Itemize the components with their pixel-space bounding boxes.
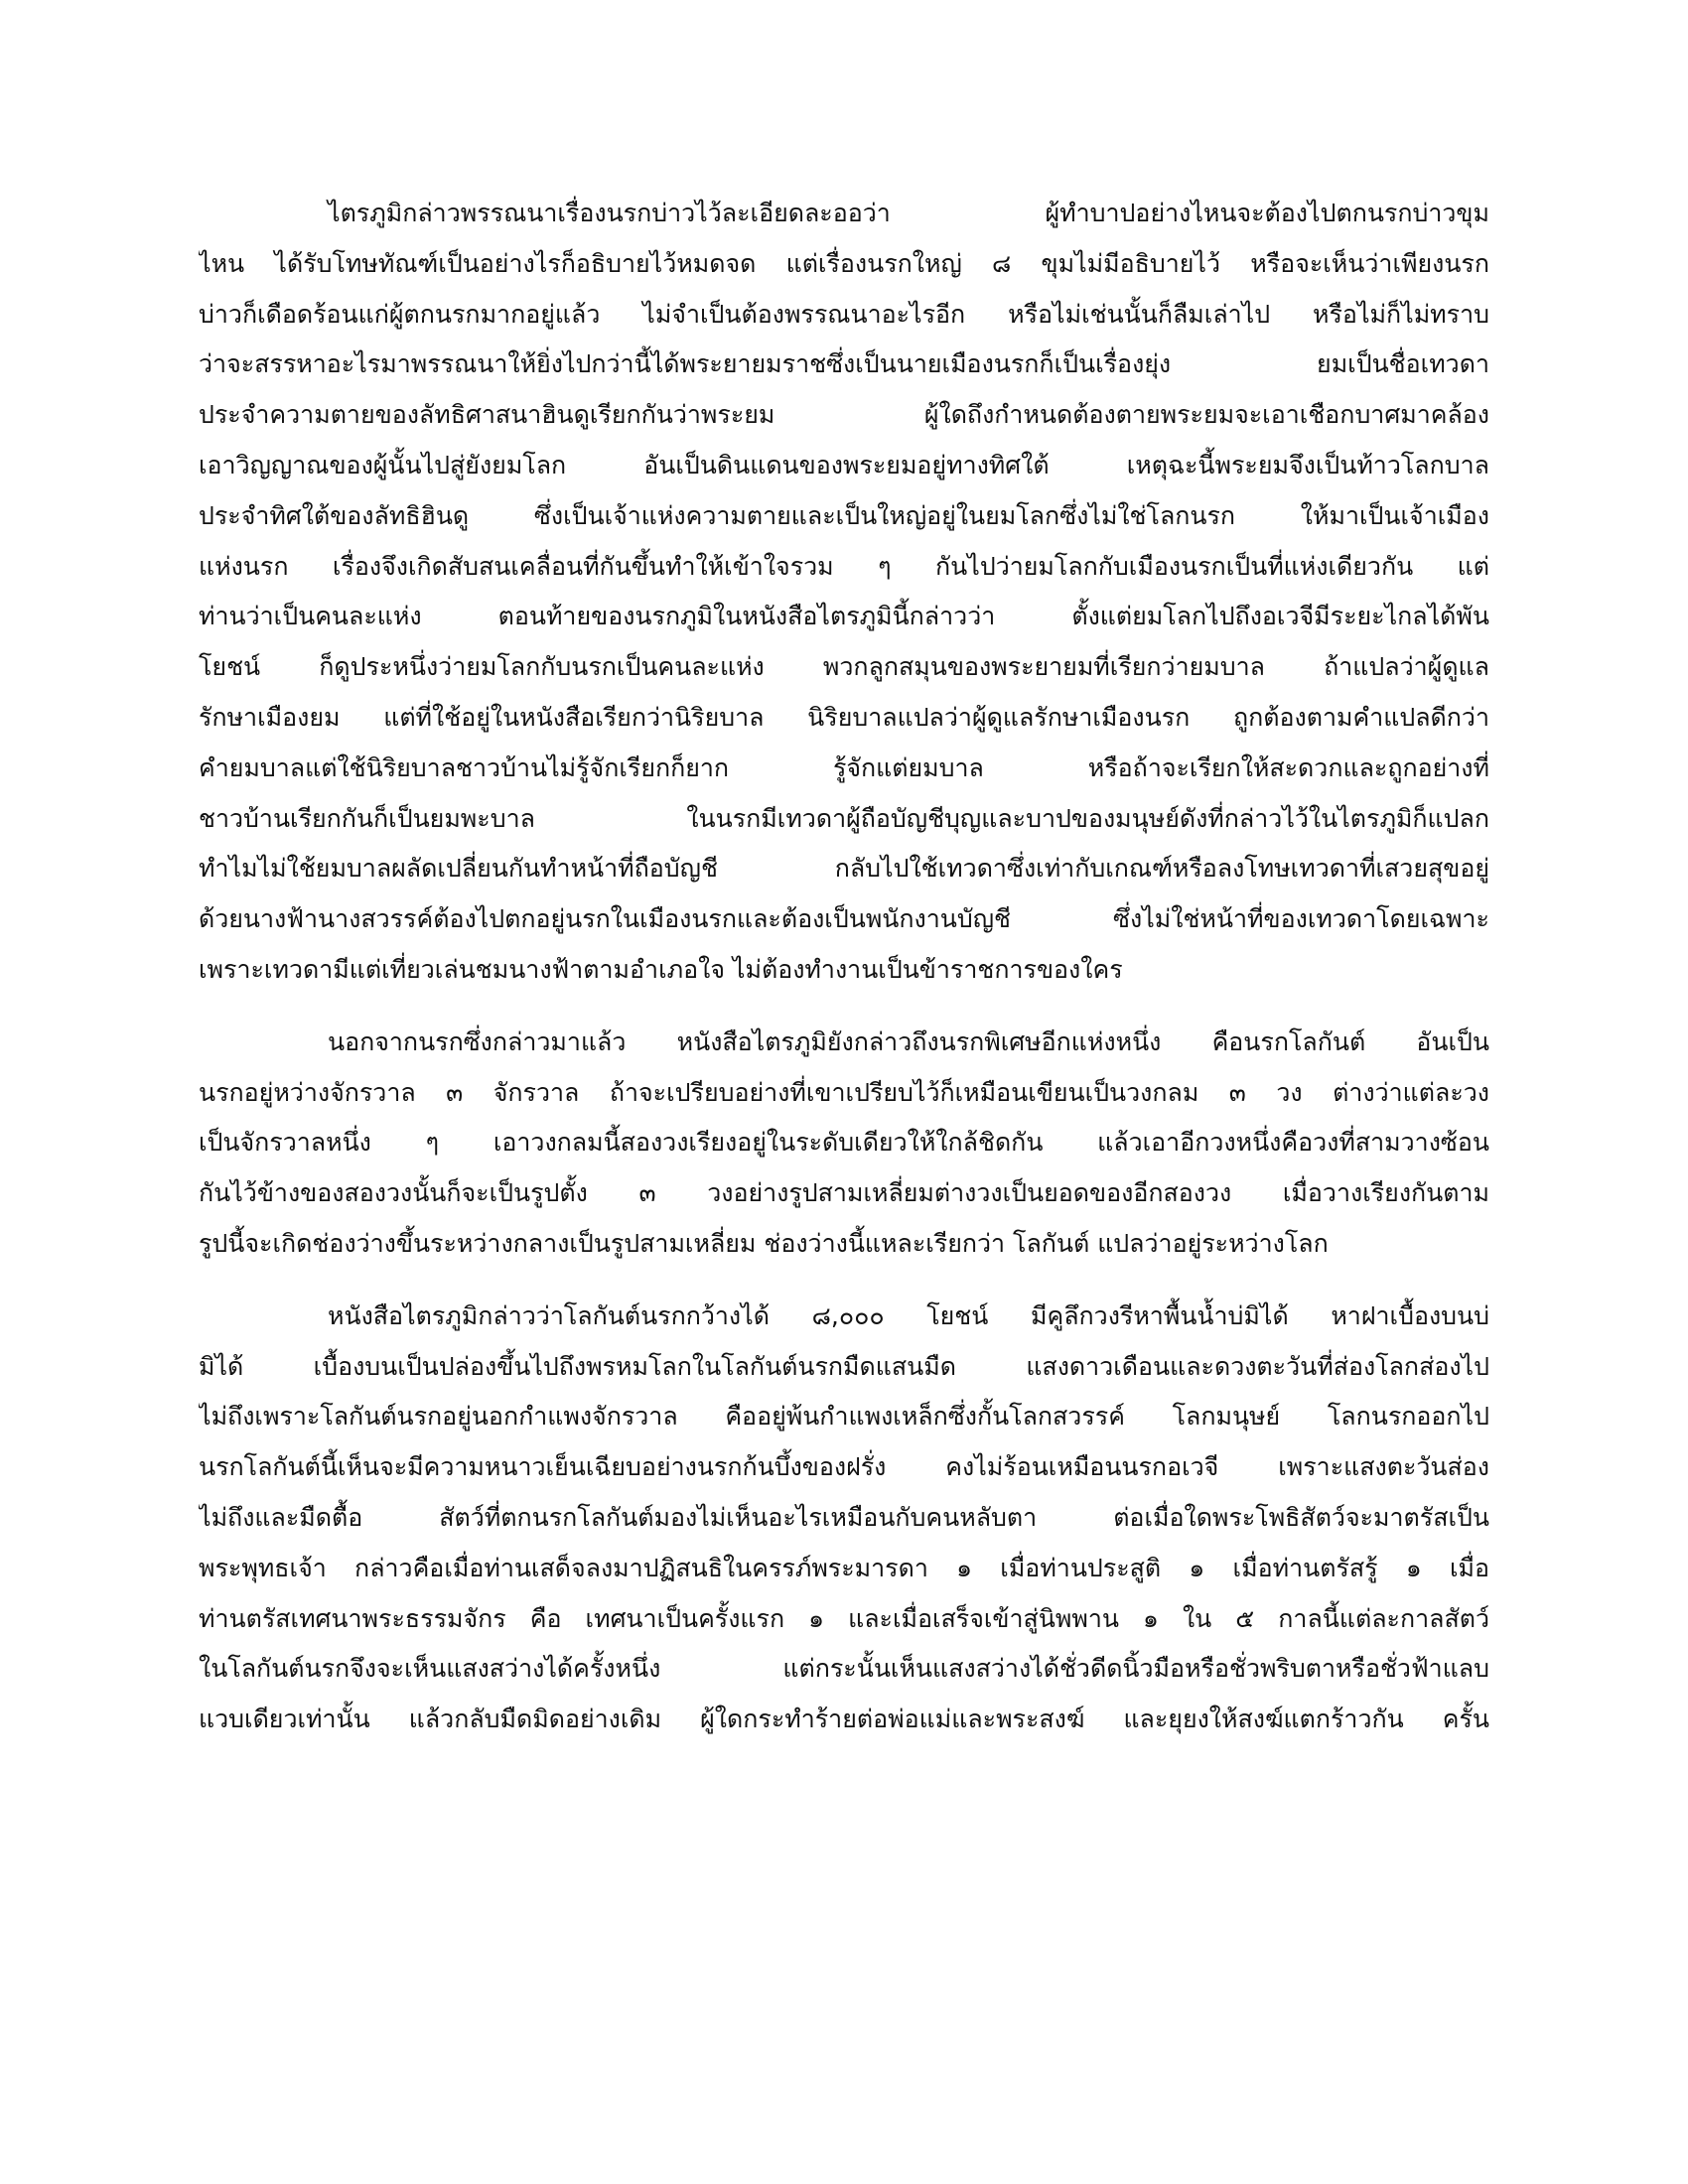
text-line: ไหน ได้รับโทษทัณฑ์เป็นอย่างไรก็อธิบายไว้หมดจด แต่เรื่องนรกใหญ่ ๘ ขุมไม่มีอธิบายไว้ หรือจะเห็นว่าเพียงนรก <box>199 248 1489 278</box>
text-line: ประจำความตายของลัทธิศาสนาฮินดูเรียกกันว่าพระยม ผู้ใดถึงกำหนดต้องตายพระยมจะเอาเชือกบาศมาคล้อง <box>199 400 1489 430</box>
text-line: ทำไมไม่ใช้ยมบาลผลัดเปลี่ยนกันทำหน้าที่ถือบัญชี กลับไปใช้เทวดาซึ่งเท่ากับเกณฑ์หรือลงโทษเทวดาที่เสวยสุขอยู่ <box>199 854 1489 884</box>
text-line: เพราะเทวดามีแต่เที่ยวเล่นชมนางฟ้าตามอำเภอใจ ไม่ต้องทำงานเป็นข้าราชการของใคร <box>199 954 1123 984</box>
text-line: ท่านว่าเป็นคนละแห่ง ตอนท้ายของนรกภูมิในหนังสือไตรภูมินี้กล่าวว่า ตั้งแต่ยมโลกไปถึงอเวจีมีระยะไกลได้พัน <box>199 602 1489 631</box>
text-line: เป็นจักรวาลหนึ่ง ๆ เอาวงกลมนี้สองวงเรียงอยู่ในระดับเดียวให้ใกล้ชิดกัน แล้วเอาอีกวงหนึ่งคือวงที่สามวางซ้อน <box>199 1128 1489 1158</box>
text-line: มิได้ เบื้องบนเป็นปล่องขึ้นไปถึงพรหมโลกในโลกันต์นรกมืดแสนมืด แสงดาวเดือนและดวงตะวันที่ส่องโลกส่องไป <box>199 1351 1489 1381</box>
paragraph-lokanta-size <box>199 1292 1489 1745</box>
paragraph-spacer <box>199 1270 1489 1292</box>
text-line: เอาวิญญาณของผู้นั้นไปสู่ยังยมโลก อันเป็นดินแดนของพระยมอยู่ทางทิศใต้ เหตุฉะนี้พระยมจึงเป็นท้าวโลกบาล <box>199 450 1489 479</box>
text-line: ไม่ถึงและมืดตื้อ สัตว์ที่ตกนรกโลกันต์มองไม่เห็นอะไรเหมือนกับคนหลับตา ต่อเมื่อใดพระโพธิสัตว์จะมาตรัสเป็น <box>199 1502 1489 1532</box>
text-line: นอกจากนรกซึ่งกล่าวมาแล้ว หนังสือไตรภูมิยังกล่าวถึงนรกพิเศษอีกแห่งหนึ่ง คือนรกโลกันต์ อันเป็น <box>328 1026 1489 1056</box>
paragraph-spacer <box>199 996 1489 1018</box>
text-line: คำยมบาลแต่ใช้นิริยบาลชาวบ้านไม่รู้จักเรียกก็ยาก รู้จักแต่ยมบาล หรือถ้าจะเรียกให้สะดวกและถูกอย่างที่ <box>199 752 1489 782</box>
text-line: ประจำทิศใต้ของลัทธิฮินดู ซึ่งเป็นเจ้าแห่งความตายและเป็นใหญ่อยู่ในยมโลกซึ่งไม่ใช่โลกนรก ให้มาเป็นเจ้าเมือง <box>199 500 1489 530</box>
text-line: รูปนี้จะเกิดช่องว่างขึ้นระหว่างกลางเป็นรูปสามเหลี่ยม ช่องว่างนี้แหละเรียกว่า โลกันต์ แปลว่าอยู่ระหว่างโลก <box>199 1228 1329 1258</box>
text-line: ในโลกันต์นรกจึงจะเห็นแสงสว่างได้ครั้งหนึ่ง แต่กระนั้นเห็นแสงสว่างได้ชั่วดีดนิ้วมือหรือชั่วพริบตาหรือชั่วฟ้าแลบ <box>199 1654 1489 1684</box>
text-line: ท่านตรัสเทศนาพระธรรมจักร คือ เทศนาเป็นครั้งแรก ๑ และเมื่อเสร็จเข้าสู่นิพพาน ๑ ใน ๕ กาลนี้แต่ละกาลสัตว์ <box>199 1603 1489 1633</box>
text-line: โยชน์ ก็ดูประหนึ่งว่ายมโลกกับนรกเป็นคนละแห่ง พวกลูกสมุนของพระยายมที่เรียกว่ายมบาล ถ้าแปลว่าผู้ดูแล <box>199 652 1489 682</box>
text-line: ว่าจะสรรหาอะไรมาพรรณนาให้ยิ่งไปกว่านี้ได้พระยายมราชซึ่งเป็นนายเมืองนรกก็เป็นเรื่องยุ่ง ยมเป็นชื่อเทวดา <box>199 349 1489 379</box>
text-line: หนังสือไตรภูมิกล่าวว่าโลกันต์นรกกว้างได้ ๘,๐๐๐ โยชน์ มีคูลึกวงรีหาพื้นน้ำบ่มิได้ หาฝาเบื้องบนบ่ <box>328 1300 1489 1330</box>
body-text <box>199 189 1489 1745</box>
text-line: แวบเดียวเท่านั้น แล้วกลับมืดมิดอย่างเดิม ผู้ใดกระทำร้ายต่อพ่อแม่และพระสงฆ์ และยุยงให้สงฆ์แตกร้าวกัน ครั้น <box>199 1705 1489 1734</box>
text-line: พระพุทธเจ้า กล่าวคือเมื่อท่านเสด็จลงมาปฏิสนธิในครรภ์พระมารดา ๑ เมื่อท่านประสูติ ๑ เมื่อท่านตรัสรู้ ๑ เมื่อ <box>199 1553 1489 1582</box>
paragraph-lokanta-hell <box>199 1018 1489 1270</box>
text-line: บ่าวก็เดือดร้อนแก่ผู้ตกนรกมากอยู่แล้ว ไม่จำเป็นต้องพรรณนาอะไรอีก หรือไม่เช่นนั้นก็ลืมเล่าไป หรือไม่ก็ไม่ทราบ <box>199 299 1489 329</box>
text-line: กันไว้ข้างของสองวงนั้นก็จะเป็นรูปตั้ง ๓ วงอย่างรูปสามเหลี่ยมต่างวงเป็นยอดของอีกสองวง เมื่อวางเรียงกันตาม <box>199 1178 1489 1208</box>
text-line: รักษาเมืองยม แต่ที่ใช้อยู่ในหนังสือเรียกว่านิริยบาล นิริยบาลแปลว่าผู้ดูแลรักษาเมืองนรก ถูกต้องตามคำแปลดีกว่า <box>199 702 1489 732</box>
text-line: ไตรภูมิกล่าวพรรณนาเรื่องนรกบ่าวไว้ละเอียดละออว่า ผู้ทำบาปอย่างไหนจะต้องไปตกนรกบ่าวขุม <box>328 199 1489 227</box>
text-line: นรกโลกันต์นี้เห็นจะมีความหนาวเย็นเฉียบอย่างนรกก้นบึ้งของฝรั่ง คงไม่ร้อนเหมือนนรกอเวจี เพราะแสงตะวันส่อง <box>199 1452 1489 1482</box>
text-line: ด้วยนางฟ้านางสวรรค์ต้องไปตกอยู่นรกในเมืองนรกและต้องเป็นพนักงานบัญชี ซึ่งไม่ใช่หน้าที่ของเทวดาโดยเฉพาะ <box>199 904 1489 934</box>
paragraph-hell-description <box>199 189 1489 996</box>
text-line: แห่งนรก เรื่องจึงเกิดสับสนเคลื่อนที่กันขึ้นทำให้เข้าใจรวม ๆ กันไปว่ายมโลกกับเมืองนรกเป็นที่แห่งเดียวกัน แต่ <box>199 551 1489 581</box>
text-line: ไม่ถึงเพราะโลกันต์นรกอยู่นอกกำแพงจักรวาล คืออยู่พ้นกำแพงเหล็กซึ่งกั้นโลกสวรรค์ โลกมนุษย์ โลกนรกออกไป <box>199 1402 1489 1432</box>
text-line: นรกอยู่หว่างจักรวาล ๓ จักรวาล ถ้าจะเปรียบอย่างที่เขาเปรียบไว้ก็เหมือนเขียนเป็นวงกลม ๓ วง ต่างว่าแต่ละวง <box>199 1077 1489 1107</box>
text-line: ชาวบ้านเรียกกันก็เป็นยมพะบาล ในนรกมีเทวดาผู้ถือบัญชีบุญและบาปของมนุษย์ดังที่กล่าวไว้ในไตรภูมิก็แปลก <box>199 803 1489 833</box>
